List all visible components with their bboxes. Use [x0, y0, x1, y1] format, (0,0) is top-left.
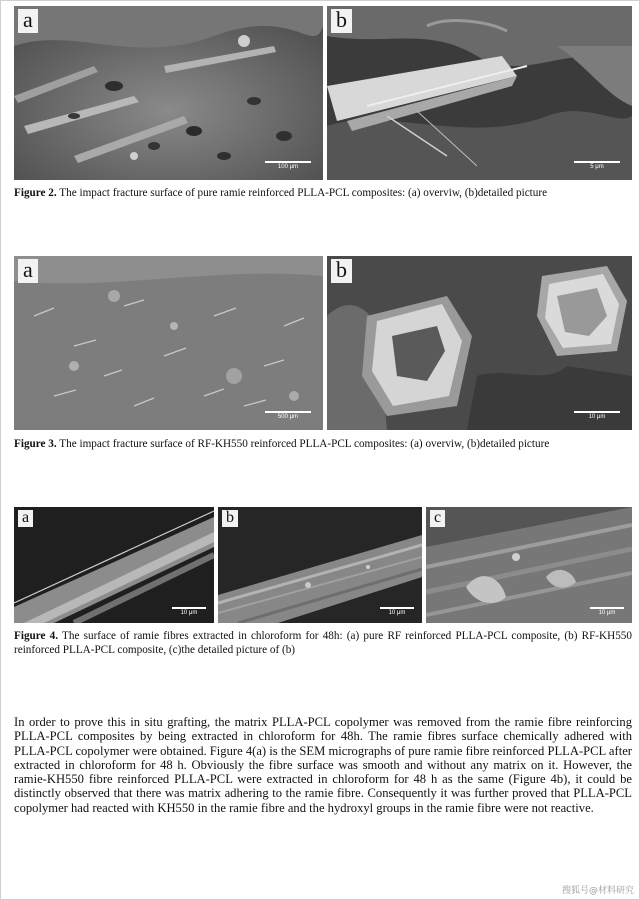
figure4-caption: [14, 629, 632, 657]
fracture-surface-image: [14, 256, 323, 430]
watermark: 搜狐号@材料研究: [561, 886, 634, 896]
panel-letter: a: [18, 259, 38, 283]
extracted-fibre-image: [14, 507, 214, 623]
figure3-panel-a: [14, 256, 323, 430]
panel-letter: b: [222, 510, 238, 527]
panel-letter: a: [18, 510, 33, 527]
figure4-panel-b: [218, 507, 422, 623]
body-paragraph: In order to prove this in situ grafting, the matrix PLLA-PCL copolymer was removed from the ramie fibre reinforcing PLLA-PCL composites by being extracted in chloroform for 48h. The ramie fibres surface chemically adhered with PLLA-PCL copolymer were obtained. Figure 4(a) is the SEM micrographs of pure ramie fibre reinforced PLLA-PCL after extracted in chloroform for 48 h. Obviously the fibre surface was smooth and without any matrix on it. However, the ramie-KH550 fibre reinforced PLLA-PCL were extracted in chloroform for 48 h as the same (Figure 4b), it could be distinctly observed that there was matrix adhering to the ramie fibre. Consequently it was further proved that PLLA-PCL copolymer had reacted with KH550 in the ramie fibre and the hydroxyl groups in the ramie fibre were not reactive.: [14, 715, 632, 815]
scale-bar: [574, 411, 620, 421]
scale-bar-label: 10 μm: [598, 610, 616, 616]
figure-label: Figure 2.: [14, 187, 57, 199]
scale-bar: [574, 161, 620, 171]
scale-bar: [265, 161, 311, 171]
extracted-fibre-detail-image: [426, 507, 632, 623]
figure4-panel-c: [426, 507, 632, 623]
figure3-panel-b: [327, 256, 632, 430]
figure-label: Figure 4.: [14, 630, 59, 642]
figure2-panel-b: [327, 6, 632, 180]
scale-bar: [590, 607, 624, 617]
scale-bar-label: 5 μm: [590, 164, 604, 170]
scale-bar-label: 10 μm: [388, 610, 406, 616]
scale-bar-label: 10 μm: [180, 610, 198, 616]
fiber-bundle-image: [327, 256, 632, 430]
figure2-caption: [14, 186, 632, 200]
panel-letter: c: [430, 510, 445, 527]
caption-text: The impact fracture surface of RF-KH550 reinforced PLLA-PCL composites: (a) overviw, (b)detailed picture: [56, 438, 550, 450]
panel-letter: a: [18, 9, 38, 33]
caption-text: The impact fracture surface of pure ramie reinforced PLLA-PCL composites: (a) overviw, (b)detailed picture: [56, 187, 548, 199]
figure4-panel-a: [14, 507, 214, 623]
scale-bar-label: 500 μm: [277, 414, 299, 420]
caption-text: The surface of ramie fibres extracted in chloroform for 48h: (a) pure RF reinforced PLLA-PCL composite, (b) RF-KH550 reinforced PLLA-PCL composite, (c)the detailed picture of (b): [14, 630, 632, 656]
figure-label: Figure 3.: [14, 438, 57, 450]
scale-bar-label: 100 μm: [277, 164, 299, 170]
scale-bar: [380, 607, 414, 617]
scale-bar-label: 10 μm: [588, 414, 606, 420]
fiber-detail-image: [327, 6, 632, 180]
figure2-panel-a: [14, 6, 323, 180]
panel-letter: b: [331, 259, 352, 283]
scale-bar: [265, 411, 311, 421]
panel-letter: b: [331, 9, 352, 33]
figure3-caption: [14, 437, 632, 451]
extracted-fibre-image: [218, 507, 422, 623]
scale-bar: [172, 607, 206, 617]
fracture-surface-image: [14, 6, 323, 180]
